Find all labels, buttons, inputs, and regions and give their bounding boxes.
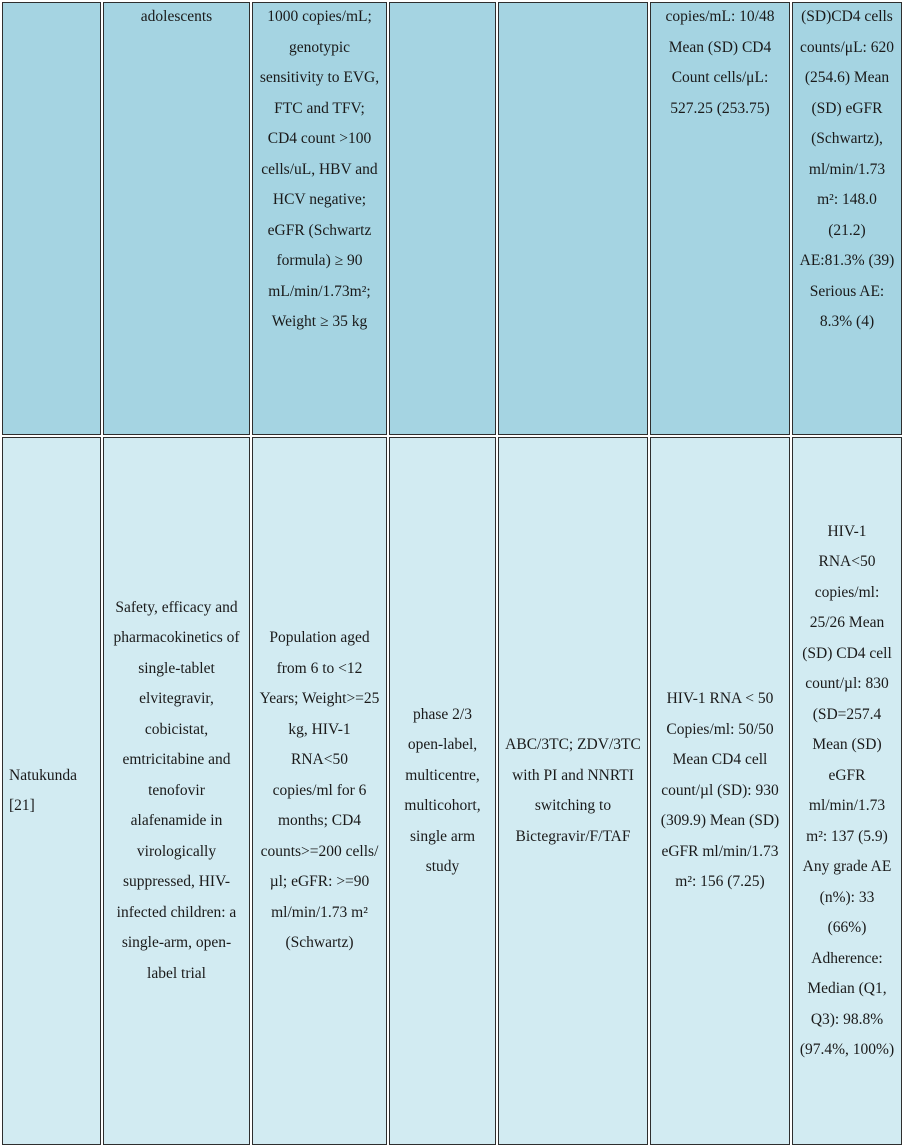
cell-regimen: ABC/3TC; ZDV/3TC with PI and NNRTI switching to Bictegravir/F/TAF xyxy=(497,436,649,1146)
cell-title: adolescents xyxy=(102,1,251,436)
cell-population: Population aged from 6 to <12 Years; Weight>=25 kg, HIV-1 RNA<50 copies/ml for 6 months; CD4 counts>=200 cells/µl; eGFR: >=90 ml/min/1.73 m² (Schwartz) xyxy=(251,436,388,1146)
cell-outcomes: HIV-1 RNA<50 copies/ml: 25/26 Mean (SD) CD4 cell count/µl: 830 (SD=257.4 Mean (SD) eGFR ml/min/1.73 m²: 137 (5.9) Any grade AE (n%): 33 (66%) Adherence: Median (Q1, Q3): 98.8% (97.4%, 100%) xyxy=(791,436,902,1146)
cell-baseline: HIV-1 RNA < 50 Copies/ml: 50/50 Mean CD4 cell count/µl (SD): 930 (309.9) Mean (SD) eGFR ml/min/1.73 m²: 156 (7.25) xyxy=(649,436,791,1146)
cell-baseline: copies/mL: 10/48 Mean (SD) CD4 Count cells/μL: 527.25 (253.75) xyxy=(649,1,791,436)
table-row xyxy=(1,436,902,1146)
cell-design: phase 2/3 open-label, multicentre, multicohort, single arm study xyxy=(388,436,497,1146)
cell-title: Safety, efficacy and pharmacokinetics of single-tablet elvitegravir, cobicistat, emtricitabine and tenofovir alafenamide in virologically suppressed, HIV-infected children: a single-arm, open-label trial xyxy=(102,436,251,1146)
cell-population: 1000 copies/mL; genotypic sensitivity to EVG, FTC and TFV; CD4 count >100 cells/uL, HBV and HCV negative; eGFR (Schwartz formula) ≥ 90 mL/min/1.73m²; Weight ≥ 35 kg xyxy=(251,1,388,436)
cell-outcomes: (SD)CD4 cells counts/μL: 620 (254.6) Mean (SD) eGFR (Schwartz), ml/min/1.73 m²: 148.0 (21.2) AE:81.3% (39) Serious AE: 8.3% (4) xyxy=(791,1,902,436)
cell-design xyxy=(388,1,497,436)
cell-regimen xyxy=(497,1,649,436)
cell-study xyxy=(1,1,102,436)
cell-study: Natukunda [21] xyxy=(1,436,102,1146)
table-row xyxy=(1,1,902,436)
